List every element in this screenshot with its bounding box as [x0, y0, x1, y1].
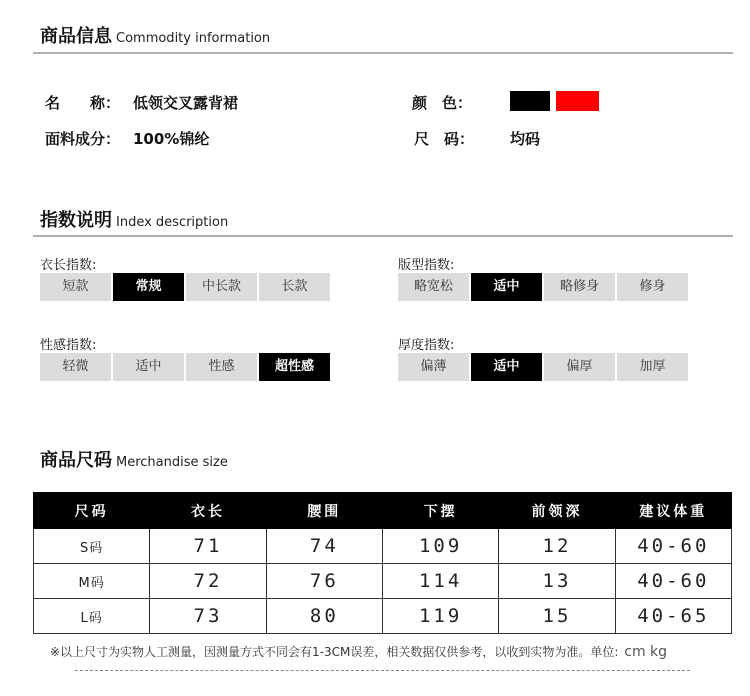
table-cell: 76 — [266, 564, 382, 599]
index-option: 性感 — [186, 353, 257, 381]
index-title-cn: 指数说明 — [40, 210, 112, 231]
index-section-title — [40, 206, 228, 232]
table-row — [34, 564, 732, 599]
name-label: 名 称： — [45, 94, 121, 112]
header-weight: 建议体重 — [615, 493, 731, 529]
measurement-footnote — [50, 643, 667, 660]
header-size: 尺码 — [34, 493, 150, 529]
table-cell: 74 — [266, 529, 382, 564]
table-cell: 12 — [499, 529, 615, 564]
length-index-options — [40, 273, 330, 301]
index-option: 适中 — [113, 353, 184, 381]
fit-index-options — [398, 273, 688, 301]
fabric-value: 100%锦纶 — [133, 130, 210, 148]
footnote-text: ※以上尺寸为实物人工测量，因测量方式不同会有1-3CM误差，相关数据仅供参考，以收到实物为准。单位: — [50, 645, 619, 659]
size-table-header-row — [34, 493, 732, 529]
fabric-label: 面料成分： — [45, 130, 121, 148]
index-title-en: Index description — [116, 215, 229, 230]
index-option: 略修身 — [544, 273, 615, 301]
section-divider — [33, 52, 733, 54]
header-waist: 腰围 — [266, 493, 382, 529]
table-cell: 40-65 — [615, 599, 731, 634]
index-option: 适中 — [471, 273, 542, 301]
length-index-label: 衣长指数: — [40, 258, 97, 273]
index-option: 修身 — [617, 273, 688, 301]
size-title-cn: 商品尺码 — [40, 450, 112, 471]
header-length: 衣长 — [150, 493, 266, 529]
table-cell: S码 — [34, 529, 150, 564]
commodity-title-cn: 商品信息 — [40, 26, 112, 47]
sexy-index-label: 性感指数: — [40, 338, 97, 353]
color-swatch-red — [556, 91, 599, 111]
size-value: 均码 — [510, 130, 541, 148]
commodity-title-en: Commodity information — [116, 31, 271, 46]
color-swatch-black — [510, 91, 550, 111]
table-cell: 40-60 — [615, 564, 731, 599]
size-label: 尺 码： — [414, 130, 475, 148]
thickness-index-label: 厚度指数: — [398, 338, 455, 353]
size-title-en: Merchandise size — [116, 455, 228, 470]
dashed-divider — [75, 670, 690, 671]
index-option: 轻微 — [40, 353, 111, 381]
index-option: 常规 — [113, 273, 184, 301]
size-table — [33, 492, 732, 634]
table-cell: L码 — [34, 599, 150, 634]
color-label: 颜 色： — [412, 94, 473, 112]
table-cell: 109 — [382, 529, 498, 564]
table-cell: 13 — [499, 564, 615, 599]
fit-index-label: 版型指数: — [398, 258, 455, 273]
table-cell: 114 — [382, 564, 498, 599]
table-cell: 80 — [266, 599, 382, 634]
thickness-index-options — [398, 353, 688, 381]
index-option: 偏薄 — [398, 353, 469, 381]
index-option: 中长款 — [186, 273, 257, 301]
table-cell: 71 — [150, 529, 266, 564]
table-cell: 73 — [150, 599, 266, 634]
index-option: 略宽松 — [398, 273, 469, 301]
index-option: 短款 — [40, 273, 111, 301]
index-option: 超性感 — [259, 353, 330, 381]
index-option: 偏厚 — [544, 353, 615, 381]
table-cell: 119 — [382, 599, 498, 634]
table-cell: 40-60 — [615, 529, 731, 564]
header-neck-depth: 前领深 — [499, 493, 615, 529]
index-option: 加厚 — [617, 353, 688, 381]
size-section-title — [40, 446, 228, 472]
index-option: 长款 — [259, 273, 330, 301]
header-hem: 下摆 — [382, 493, 498, 529]
table-cell: 15 — [499, 599, 615, 634]
name-value: 低领交叉露背裙 — [133, 94, 239, 112]
section-divider — [33, 235, 733, 237]
table-cell: M码 — [34, 564, 150, 599]
table-row — [34, 529, 732, 564]
index-option: 适中 — [471, 353, 542, 381]
footnote-unit: cm kg — [624, 644, 668, 660]
table-cell: 72 — [150, 564, 266, 599]
commodity-section-title — [40, 22, 270, 48]
table-row — [34, 599, 732, 634]
sexy-index-options — [40, 353, 330, 381]
